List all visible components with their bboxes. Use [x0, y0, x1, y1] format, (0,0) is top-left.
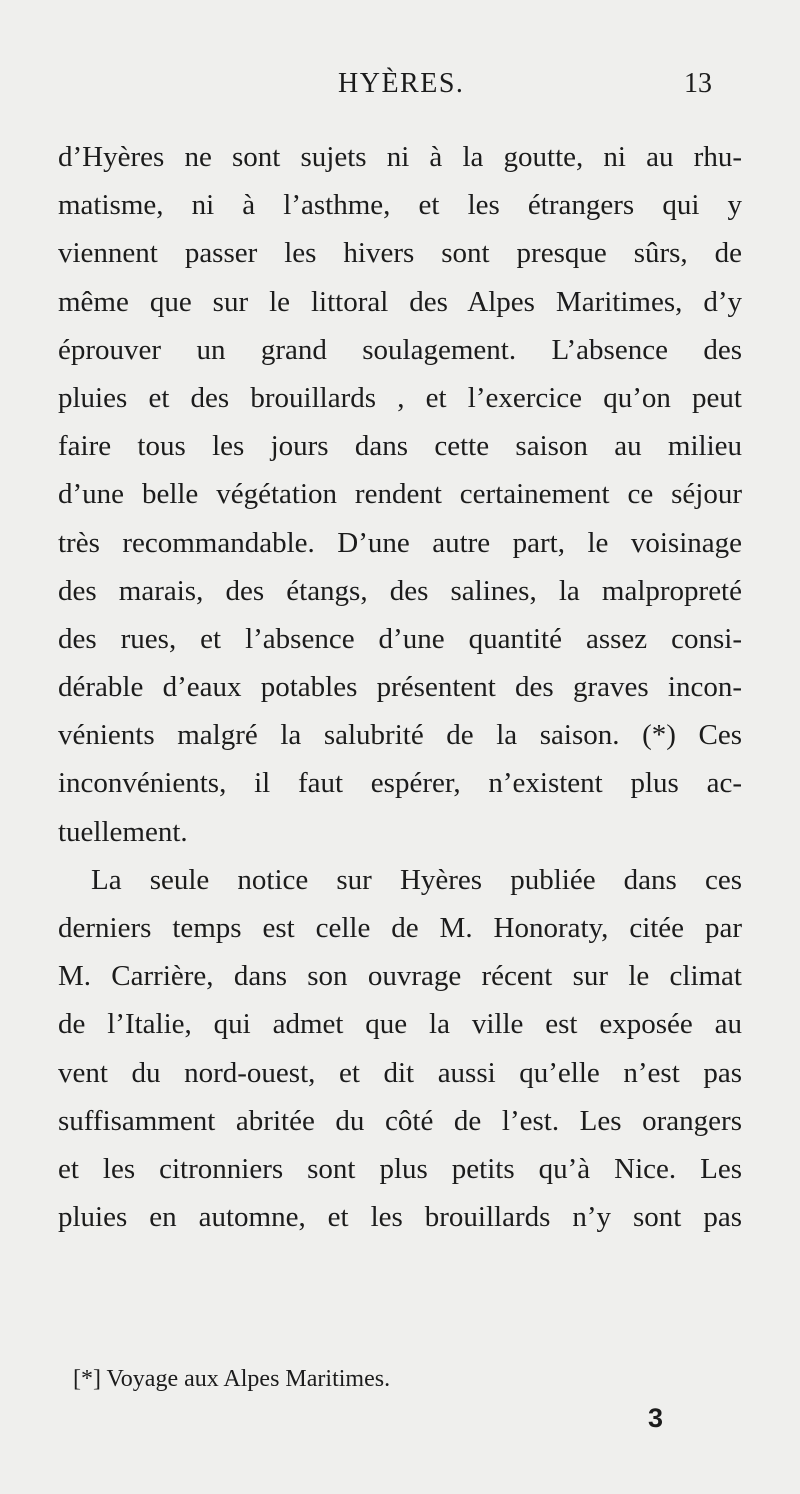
text-line: des rues, et l’absence d’une quantité assez consi- — [58, 622, 742, 655]
footnote: [*] Voyage aux Alpes Maritimes. — [73, 1366, 391, 1392]
text-line: inconvénients, il faut espérer, n’existent plus ac- — [58, 767, 742, 800]
body-text — [58, 138, 742, 1246]
text-line: même que sur le littoral des Alpes Maritimes, d’y — [58, 285, 742, 318]
text-line-paragraph-start: La seule notice sur Hyères publiée dans ces — [91, 863, 742, 896]
text-line: très recommandable. D’une autre part, le voisinage — [58, 526, 742, 559]
text-line: M. Carrière, dans son ouvrage récent sur le climat — [58, 960, 742, 993]
text-line: d’une belle végétation rendent certainement ce séjour — [58, 478, 742, 511]
running-head — [0, 68, 800, 108]
text-line: viennent passer les hivers sont presque sûrs, de — [58, 237, 742, 270]
text-line: et les citronniers sont plus petits qu’à Nice. Les — [58, 1152, 742, 1185]
text-line: dérable d’eaux potables présentent des graves incon- — [58, 671, 742, 704]
text-line: vent du nord-ouest, et dit aussi qu’elle n’est pas — [58, 1056, 742, 1089]
text-line: derniers temps est celle de M. Honoraty, citée par — [58, 912, 742, 944]
text-line: d’Hyères ne sont sujets ni à la goutte, ni au rhu- — [58, 141, 742, 173]
text-line-paragraph-end: tuellement. — [58, 815, 188, 848]
signature-mark: 3 — [648, 1403, 664, 1433]
text-line: suffisamment abritée du côté de l’est. Les orangers — [58, 1104, 742, 1137]
text-line: des marais, des étangs, des salines, la malpropreté — [58, 574, 742, 607]
page-number: 13 — [684, 68, 712, 99]
text-line: vénients malgré la salubrité de la saison. (*) Ces — [58, 719, 742, 752]
text-line: matisme, ni à l’asthme, et les étrangers qui y — [58, 189, 742, 222]
text-line: pluies en automne, et les brouillards n’y sont pas — [58, 1201, 742, 1234]
running-title: HYÈRES. — [338, 68, 465, 99]
text-line: pluies et des brouillards , et l’exercice qu’on peut — [58, 381, 742, 414]
text-line: éprouver un grand soulagement. L’absence des — [58, 333, 742, 366]
text-line: faire tous les jours dans cette saison au milieu — [58, 430, 742, 463]
text-line: de l’Italie, qui admet que la ville est exposée au — [58, 1008, 742, 1041]
